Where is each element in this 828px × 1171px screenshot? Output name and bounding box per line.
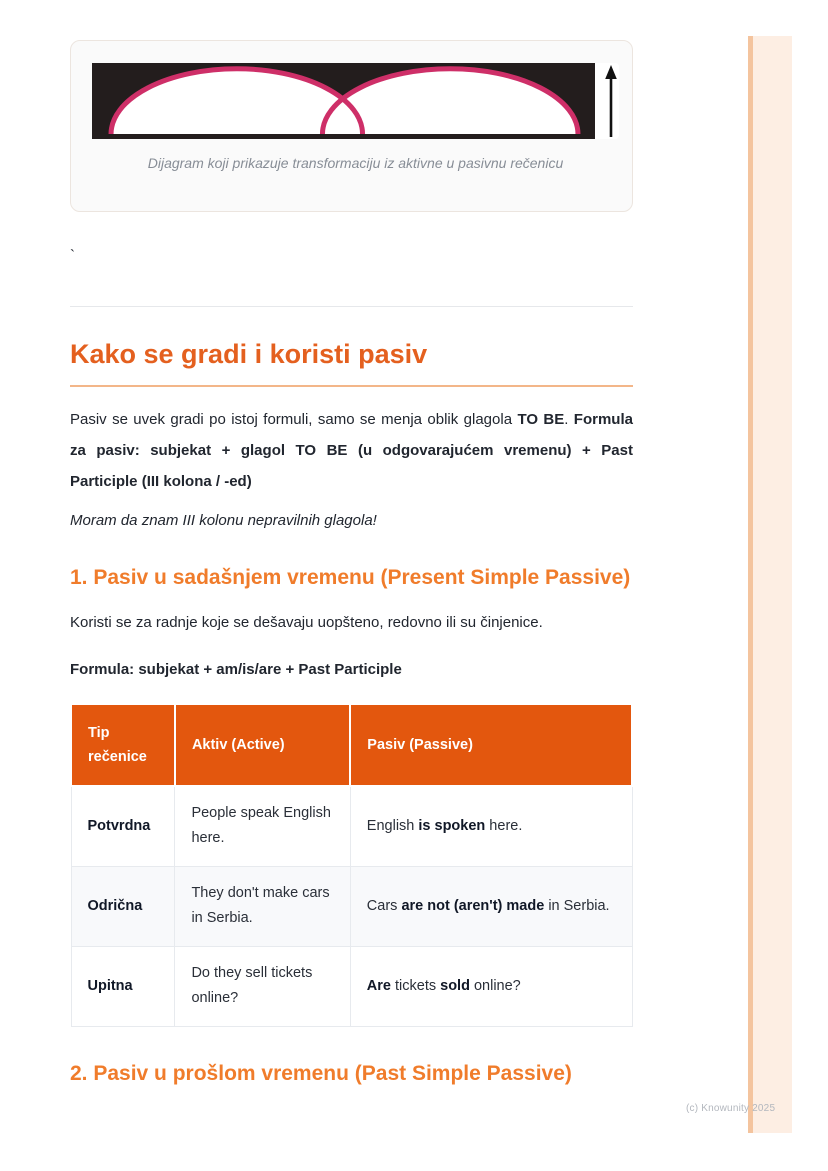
- up-arrow-icon: [603, 63, 619, 139]
- usage-paragraph: Koristi se za radnje koje se dešavaju uopšteno, redovno ili su činjenice.: [70, 614, 543, 631]
- formula-paragraph: Formula: subjekat + am/is/are + Past Participle: [70, 661, 402, 678]
- right-accent-bar: [748, 36, 792, 1133]
- document-content: [70, 0, 633, 1088]
- cell-pasiv: Cars are not (aren't) made in Serbia.: [350, 866, 632, 946]
- table-row-potvrdna: [71, 786, 632, 866]
- copyright-watermark: (c) Knowunity 2025: [686, 1103, 776, 1114]
- cell-aktiv: They don't make cars in Serbia.: [175, 866, 350, 946]
- cell-pasiv: English is spoken here.: [350, 786, 632, 866]
- note-italic: Moram da znam III kolonu nepravilnih glagola!: [70, 512, 377, 529]
- table-header-tip-recenice: Tip rečenice: [71, 704, 175, 786]
- present-passive-heading: 1. Pasiv u sadašnjem vremenu (Present Simple Passive): [70, 566, 631, 589]
- table-row-upitna: [71, 946, 632, 1026]
- page-title: Kako se gradi i koristi pasiv: [70, 337, 633, 387]
- table-header-row: [71, 704, 632, 786]
- cell-type: Odrična: [71, 866, 175, 946]
- active-to-passive-diagram: [92, 63, 595, 139]
- cell-aktiv: Do they sell tickets online?: [175, 946, 350, 1026]
- figure-media: [92, 63, 619, 139]
- figure-card: [70, 40, 633, 212]
- past-passive-heading: 2. Pasiv u prošlom vremenu (Past Simple Passive): [70, 1061, 572, 1085]
- stray-backtick: `: [70, 247, 75, 264]
- cell-type: Potvrdna: [71, 786, 175, 866]
- cell-type: Upitna: [71, 946, 175, 1026]
- table-row-odricna: [71, 866, 632, 946]
- figure-caption: Dijagram koji prikazuje transformaciju iz aktivne u pasivnu rečenicu: [147, 155, 564, 171]
- passive-examples-table: [70, 703, 633, 1027]
- table-header-pasiv: Pasiv (Passive): [350, 704, 632, 786]
- section-divider: [70, 306, 633, 307]
- cell-pasiv: Are tickets sold online?: [350, 946, 632, 1026]
- cell-aktiv: People speak English here.: [175, 786, 350, 866]
- table-header-aktiv: Aktiv (Active): [175, 704, 350, 786]
- intro-paragraph: Pasiv se uvek gradi po istoj formuli, samo se menja oblik glagola TO BE. Formula za pasiv: subjekat + glagol TO BE (u odgovarajućem vremenu) + Past Participle (III kolona / -ed): [70, 411, 633, 490]
